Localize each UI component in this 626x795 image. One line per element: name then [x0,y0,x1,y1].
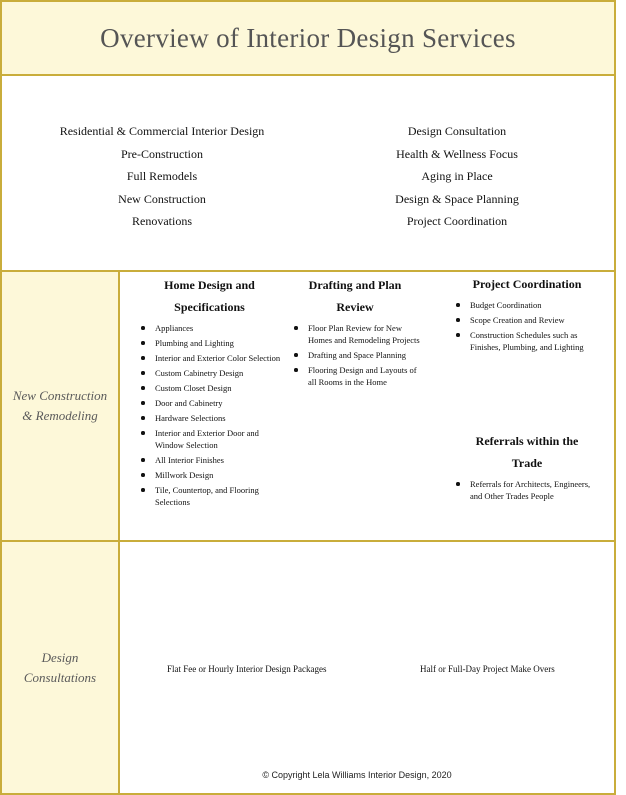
overview-item: Design & Space Planning [395,191,519,206]
side-label-text: Design Consultations [23,649,97,685]
column-heading [452,430,602,474]
list-item: Custom Closet Design [137,382,282,394]
heading-line: Specifications [174,300,245,314]
coordination-list [452,299,602,353]
heading-line: Drafting and Plan [308,278,402,292]
list-item: Interior and Exterior Door and Window Selection [137,427,282,451]
side-label-text: New Construction & Remodeling [12,388,108,423]
referrals-list [452,478,602,502]
copyright-notice: © Copyright Lela Williams Interior Design, 2020 [262,770,452,780]
heading-line: Trade [511,456,543,470]
list-item: Millwork Design [137,469,282,481]
list-item: Plumbing and Lighting [137,337,282,349]
list-item: Hardware Selections [137,412,282,424]
list-item: All Interior Finishes [137,454,282,466]
consultations-side-label [2,542,120,793]
list-item: Budget Coordination [452,299,602,311]
list-item: Door and Cabinetry [137,397,282,409]
list-item: Flooring Design and Layouts of all Rooms in the Home [290,364,420,388]
construction-side-label [2,272,120,540]
overview-item: Design Consultation [407,124,507,138]
drafting-list [290,322,420,388]
overview-item: Aging in Place [421,169,493,183]
list-item: Custom Cabinetry Design [137,367,282,379]
page-title: Overview of Interior Design Services [100,22,516,53]
overview-item: Full Remodels [126,169,198,183]
consultations-section [0,540,616,795]
list-item: Referrals for Architects, Engineers, and Other Trades People [452,478,602,502]
overview-item: Pre-Construction [121,146,203,161]
column-heading [290,272,420,318]
list-item: Tile, Countertop, and Flooring Selections [137,484,282,508]
list-item: Interior and Exterior Color Selection [137,352,282,364]
overview-right-column [347,120,567,233]
referrals-column [452,430,602,505]
list-item: Floor Plan Review for New Homes and Remodeling Projects [290,322,420,346]
drafting-column [290,272,420,391]
overview-item: Project Coordination [406,214,508,228]
overview-item: Renovations [132,214,192,228]
overview-item: Health & Wellness Focus [396,146,518,161]
overview-left-column [42,120,282,233]
list-item: Drafting and Space Planning [290,349,420,361]
heading-line: Review [336,300,374,314]
title-band [0,0,616,76]
overview-item: Residential & Commercial Interior Design [59,124,265,138]
column-heading [137,272,282,318]
heading-line: Referrals within the [475,434,579,448]
coordination-column [452,272,602,356]
home-design-list [137,322,282,508]
home-design-column [137,272,282,511]
heading-line: Home Design and [164,278,255,292]
list-item: Scope Creation and Review [452,314,602,326]
consultation-option: Flat Fee or Hourly Interior Design Packages [167,664,327,674]
services-overview [0,74,616,272]
column-heading: Project Coordination [472,277,582,291]
overview-item: New Construction [118,191,206,206]
list-item: Appliances [137,322,282,334]
list-item: Construction Schedules such as Finishes, Plumbing, and Lighting [452,329,602,353]
construction-section [0,270,616,542]
consultation-option: Half or Full-Day Project Make Overs [420,664,555,674]
